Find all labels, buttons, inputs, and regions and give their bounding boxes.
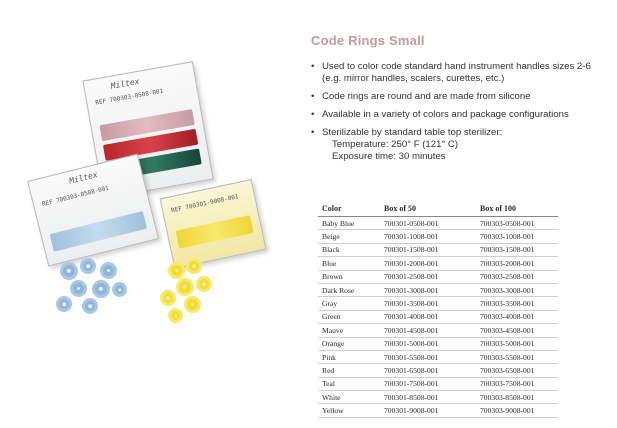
table-row — [318, 350, 558, 363]
box50-cell: 700301-3008-001 — [380, 283, 476, 296]
blue-ring — [92, 280, 110, 298]
table-row — [318, 257, 558, 270]
table-row — [318, 297, 558, 310]
feature-list — [311, 61, 611, 169]
table-row — [318, 364, 558, 377]
box50-cell: 700301-1508-001 — [380, 243, 476, 256]
table-row — [318, 404, 558, 417]
box100-cell: 700303-8508-001 — [476, 391, 558, 404]
box-brand-logo: Miltex — [110, 76, 141, 91]
sterilize-temperature: Temperature: 250° F (121° C) — [332, 139, 459, 150]
header-box-50: Box of 50 — [380, 204, 476, 217]
color-cell: Orange — [318, 337, 380, 350]
table-row — [318, 230, 558, 243]
box-ref-label: REF 700303-0508-001 — [41, 184, 110, 209]
color-cell: Mauve — [318, 324, 380, 337]
box100-cell: 700303-3008-001 — [476, 283, 558, 296]
box50-cell: 700301-2508-001 — [380, 270, 476, 283]
yellow-ring — [168, 308, 183, 323]
code-ring-box-right — [160, 179, 267, 269]
yellow-ring — [176, 278, 194, 296]
feature-item: • Available in a variety of colors and package configurations — [311, 109, 611, 121]
sterilize-label: Sterilizable by standard table top sterilizer: — [322, 127, 503, 138]
color-cell: Pink — [318, 350, 380, 363]
color-cell: Dark Rose — [318, 283, 380, 296]
code-ring-box-left — [27, 154, 159, 267]
box50-cell: 700301-1008-001 — [380, 230, 476, 243]
box50-cell: 700301-6508-001 — [380, 364, 476, 377]
yellow-ring — [196, 276, 212, 292]
color-cell: Black — [318, 243, 380, 256]
yellow-ring — [168, 262, 185, 279]
feature-item-sterilize — [311, 127, 611, 163]
blue-ring — [56, 296, 72, 312]
table-row — [318, 377, 558, 390]
blue-ring — [112, 282, 127, 297]
table-row — [318, 310, 558, 323]
box50-cell: 700301-4508-001 — [380, 324, 476, 337]
table-row — [318, 391, 558, 404]
feature-item: • Code rings are round and are made from silicone — [311, 91, 611, 103]
table-row — [318, 243, 558, 256]
box50-cell: 700301-7508-001 — [380, 377, 476, 390]
blue-ring — [60, 262, 78, 280]
feature-item: • Used to color code standard hand instrument handles sizes 2-6 (e.g. mirror handles, scalers, curettes, etc.) — [311, 61, 611, 85]
header-box-100: Box of 100 — [476, 204, 558, 217]
blue-ring — [80, 258, 96, 274]
header-color: Color — [318, 204, 380, 217]
box50-cell: 700301-0508-001 — [380, 217, 476, 230]
baby-blue-rings-row — [50, 211, 148, 252]
box100-cell: 700303-4008-001 — [476, 310, 558, 323]
product-title: Code Rings Small — [311, 33, 425, 48]
table-header-row — [318, 204, 558, 217]
table-row — [318, 270, 558, 283]
box50-cell: 700301-3508-001 — [380, 297, 476, 310]
color-cell: Green — [318, 310, 380, 323]
box100-cell: 700303-1008-001 — [476, 230, 558, 243]
color-cell: Blue — [318, 257, 380, 270]
box-ref-label: REF 700301-9008-001 — [170, 193, 240, 215]
color-cell: Teal — [318, 377, 380, 390]
color-cell: Yellow — [318, 404, 380, 417]
yellow-rings-row — [176, 215, 254, 248]
box100-cell: 700303-2508-001 — [476, 270, 558, 283]
yellow-ring — [160, 290, 176, 306]
color-cell: Brown — [318, 270, 380, 283]
box50-cell: 700301-5008-001 — [380, 337, 476, 350]
box100-cell: 700303-7508-001 — [476, 377, 558, 390]
color-cell: Baby Blue — [318, 217, 380, 230]
box50-cell: 700301-9008-001 — [380, 404, 476, 417]
product-photo — [0, 0, 300, 428]
blue-ring — [70, 280, 87, 297]
yellow-ring — [184, 296, 201, 313]
box100-cell: 700303-5508-001 — [476, 350, 558, 363]
color-cell: Red — [318, 364, 380, 377]
table-row — [318, 324, 558, 337]
table-row — [318, 337, 558, 350]
color-cell: White — [318, 391, 380, 404]
order-table — [318, 204, 558, 418]
sterilize-exposure: Exposure time: 30 minutes — [332, 151, 446, 162]
color-cell: Gray — [318, 297, 380, 310]
table-row — [318, 217, 558, 230]
box50-cell: 700301-2008-001 — [380, 257, 476, 270]
box50-cell: 700301-4008-001 — [380, 310, 476, 323]
box50-cell: 700301-8508-001 — [380, 391, 476, 404]
box-ref-label: REF 700303-0508-001 — [94, 87, 164, 107]
box100-cell: 700303-4508-001 — [476, 324, 558, 337]
box100-cell: 700303-0508-001 — [476, 217, 558, 230]
yellow-ring — [186, 258, 202, 274]
box100-cell: 700303-1508-001 — [476, 243, 558, 256]
box100-cell: 700303-5008-001 — [476, 337, 558, 350]
blue-ring — [100, 262, 117, 279]
box50-cell: 700301-5508-001 — [380, 350, 476, 363]
box100-cell: 700303-3508-001 — [476, 297, 558, 310]
box100-cell: 700303-9008-001 — [476, 404, 558, 417]
color-cell: Beige — [318, 230, 380, 243]
box-brand-logo: Miltex — [68, 170, 99, 186]
box100-cell: 700303-2008-001 — [476, 257, 558, 270]
blue-ring — [82, 298, 98, 314]
table-row — [318, 283, 558, 296]
box100-cell: 700303-6508-001 — [476, 364, 558, 377]
